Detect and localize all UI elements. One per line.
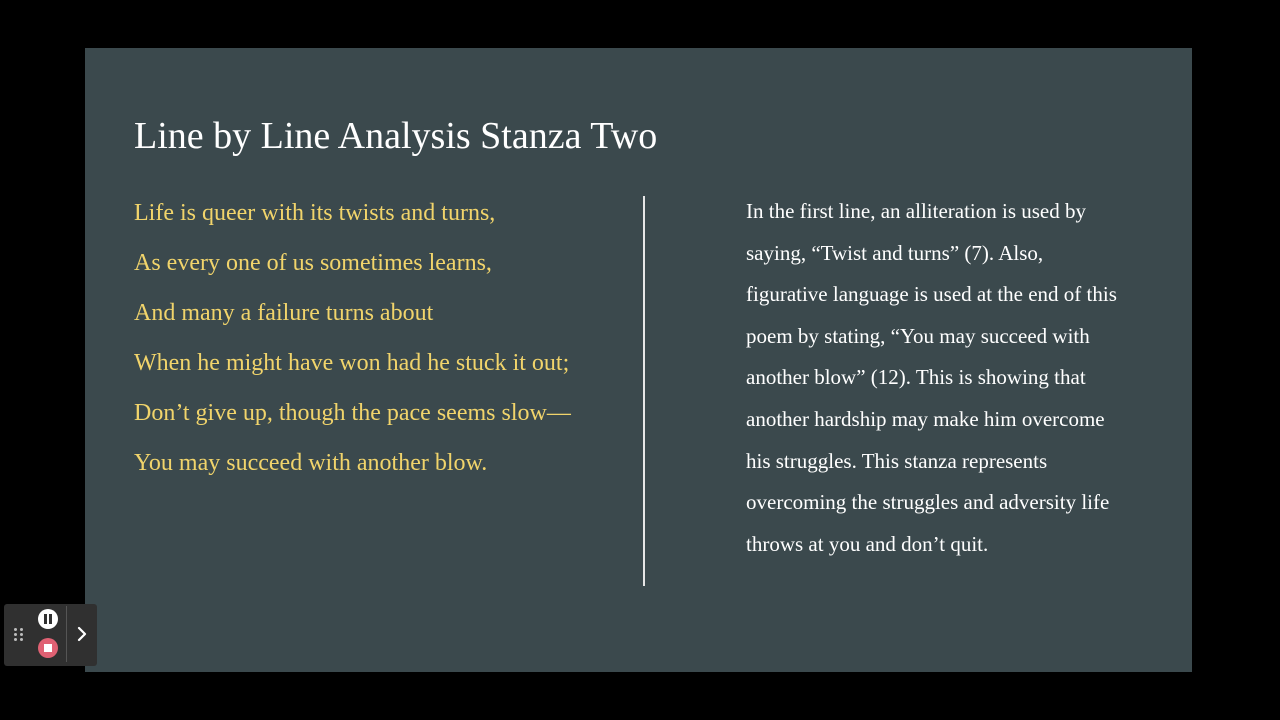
analysis-text: In the first line, an alliteration is used by saying, “Twist and turns” (7). Also, figurative language is used at the end of this poem by stating, “You may succeed with another blow” (12). This is showing that another hardship may make him overcome his struggles. This stanza represents overcoming the struggles and adversity life throws at you and don’t quit. bbox=[746, 199, 1117, 556]
stop-icon bbox=[44, 644, 52, 652]
toolbar-separator bbox=[66, 606, 67, 662]
poem-stanza bbox=[134, 198, 604, 498]
poem-line: Life is queer with its twists and turns, bbox=[134, 200, 496, 226]
poem-line: Don’t give up, though the pace seems slow— bbox=[134, 400, 571, 426]
presentation-slide bbox=[85, 48, 1192, 672]
recording-toolbar[interactable] bbox=[4, 604, 97, 666]
poem-line: As every one of us sometimes learns, bbox=[134, 250, 492, 276]
poem-line: You may succeed with another blow. bbox=[134, 450, 488, 476]
stop-button[interactable] bbox=[38, 638, 58, 658]
poem-line: When he might have won had he stuck it out; bbox=[134, 350, 570, 376]
poem-line: And many a failure turns about bbox=[134, 300, 434, 326]
expand-button[interactable] bbox=[71, 621, 93, 647]
column-divider bbox=[643, 196, 645, 586]
slide-title: Line by Line Analysis Stanza Two bbox=[134, 115, 658, 157]
pause-button[interactable] bbox=[38, 609, 58, 629]
drag-handle-icon[interactable] bbox=[14, 628, 24, 642]
chevron-right-icon bbox=[71, 621, 93, 647]
